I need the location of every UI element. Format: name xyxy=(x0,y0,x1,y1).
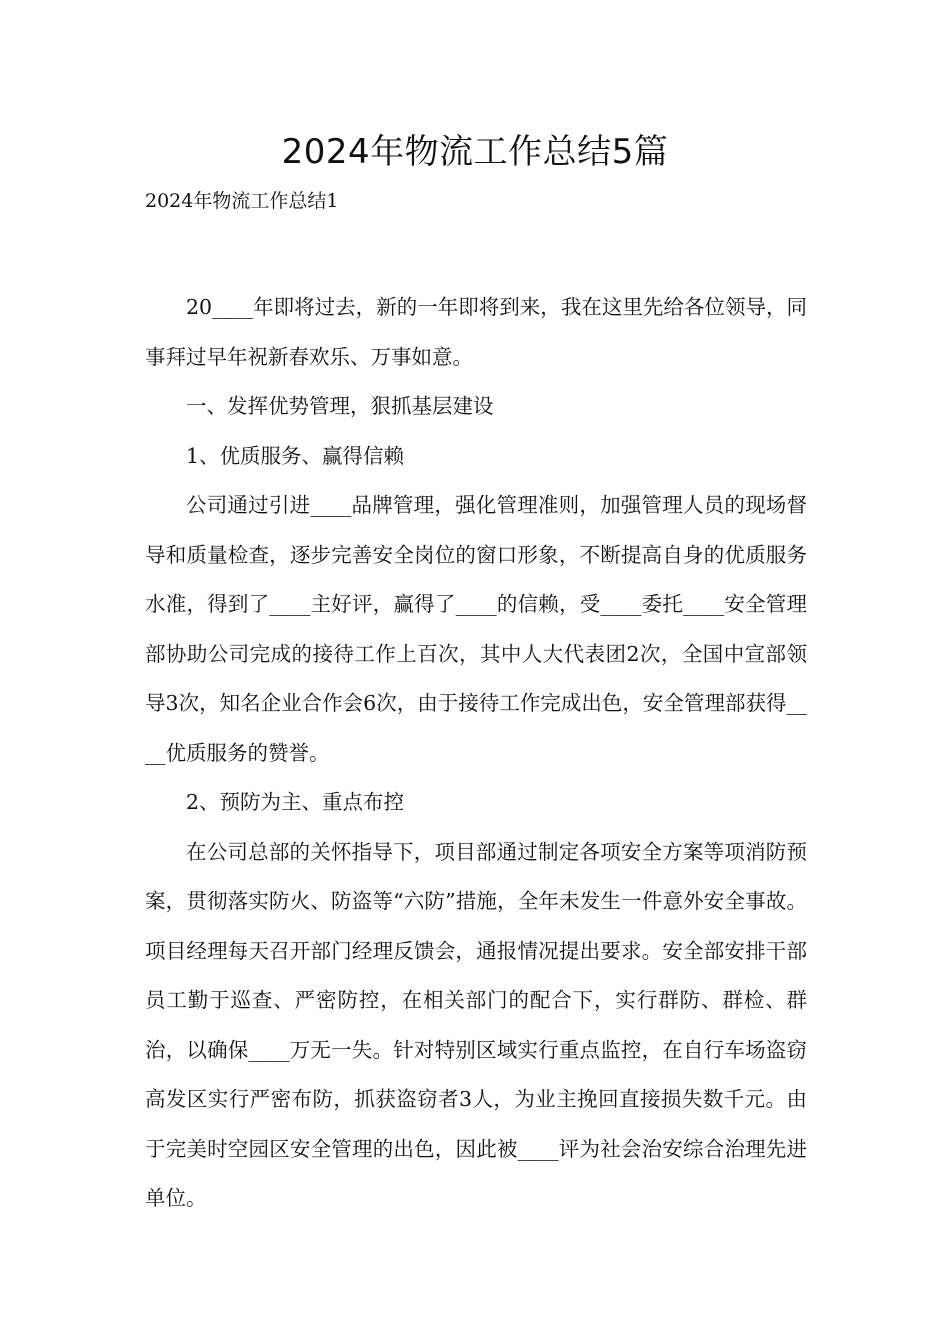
subsection-heading-2: 2、预防为主、重点布控 xyxy=(186,790,405,814)
section-heading-1: 一、发挥优势管理，狠抓基层建设 xyxy=(186,394,494,418)
paragraph-service: 公司通过引进____品牌管理，强化管理准则，加强管理人员的现场督导和质量检查，逐步完善安全岗位的窗口形象，不断提高自身的优质服务水准，得到了____主好评，赢得了____的信赖，受____委托____安全管理部协助公司完成的接待工作上百次，其中人大代表团2次，全国中宣部领导3次，知名企业合作会6次，由于接待工作完成出色，安全管理部获得____优质服务的赞誉。 xyxy=(145,493,807,765)
document-body xyxy=(145,283,807,1224)
document-subtitle: 2024年物流工作总结1 xyxy=(145,190,339,212)
paragraph-prevention: 在公司总部的关怀指导下，项目部通过制定各项安全方案等项消防预案，贯彻落实防火、防盗等“六防”措施，全年未发生一件意外安全事故。项目经理每天召开部门经理反馈会，通报情况提出要求。安全部安排干部员工勤于巡查、严密防控，在相关部门的配合下，实行群防、群检、群治，以确保____万无一失。针对特别区域实行重点监控，在自行车场盗窃高发区实行严密布防，抓获盗窃者3人，为业主挽回直接损失数千元。由于完美时空园区安全管理的出色，因此被____评为社会治安综合治理先进单位。 xyxy=(145,839,807,1210)
subsection-heading-1: 1、优质服务、赢得信赖 xyxy=(186,443,405,468)
document-title: 2024年物流工作总结5篇 xyxy=(281,132,669,172)
paragraph-intro: 20____年即将过去，新的一年即将到来，我在这里先给各位领导，同事拜过早年祝新春欢乐、万事如意。 xyxy=(145,295,807,369)
